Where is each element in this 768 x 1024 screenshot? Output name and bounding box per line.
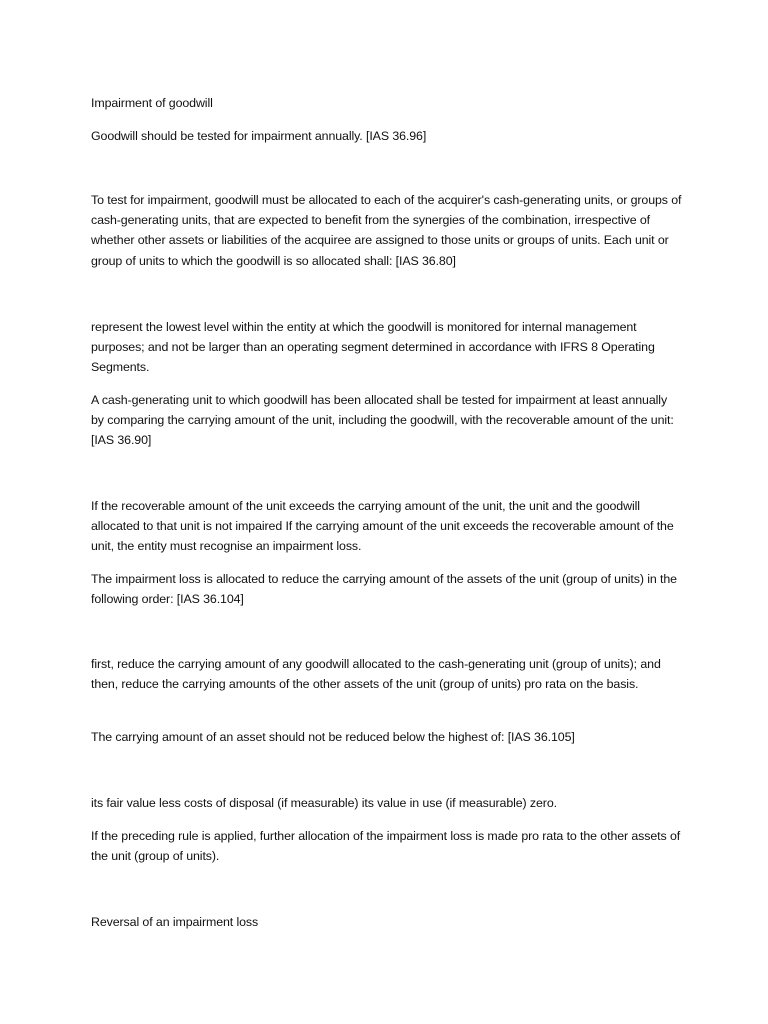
paragraph-fair-value: its fair value less costs of disposal (if measurable) its value in use (if measurable) zero. [91,796,557,810]
paragraph-cgu-test: A cash-generating unit to which goodwill has been allocated shall be tested for impairment at least annually by comparing the carrying amount of the unit, including the goodwill, with the recoverable amount of the unit: [IAS 36.90] [91,393,674,448]
section-heading: Impairment of goodwill [91,96,213,110]
paragraph-allocation: To test for impairment, goodwill must be allocated to each of the acquirer's cash-generating units, or groups of cash-generating units, that are expected to benefit from the synergies of the combination, irrespective of whether other assets or liabilities of the acquiree are assigned to those units or groups of units. Each unit or group of units to which the goodwill is so allocated shall: [IAS 36.80] [91,193,682,268]
section-subheading: Reversal of an impairment loss [91,915,259,929]
paragraph-recoverable-amount: If the recoverable amount of the unit exceeds the carrying amount of the unit, the unit and the goodwill allocated to that unit is not impaired If the carrying amount of the unit exceeds the recoverable amount of the unit, the entity must recognise an impairment loss. [91,499,674,554]
paragraph-lowest-level: represent the lowest level within the entity at which the goodwill is monitored for internal management purposes; and not be larger than an operating segment determined in accordance with IFRS 8 Operating Segments. [91,320,655,375]
paragraph-allocation-order: first, reduce the carrying amount of any goodwill allocated to the cash-generating unit (group of units); and then, reduce the carrying amounts of the other assets of the unit (group of units) pro rata on the basis. [91,657,661,692]
paragraph-annual-test: Goodwill should be tested for impairment annually. [IAS 36.96] [91,129,427,143]
paragraph-pro-rata: If the preceding rule is applied, further allocation of the impairment loss is made pro rata to the other assets of the unit (group of units). [91,829,681,864]
paragraph-loss-allocation: The impairment loss is allocated to reduce the carrying amount of the assets of the unit (group of units) in the following order: [IAS 36.104] [91,572,677,607]
paragraph-carrying-limit: The carrying amount of an asset should not be reduced below the highest of: [IAS 36.105] [91,730,575,744]
